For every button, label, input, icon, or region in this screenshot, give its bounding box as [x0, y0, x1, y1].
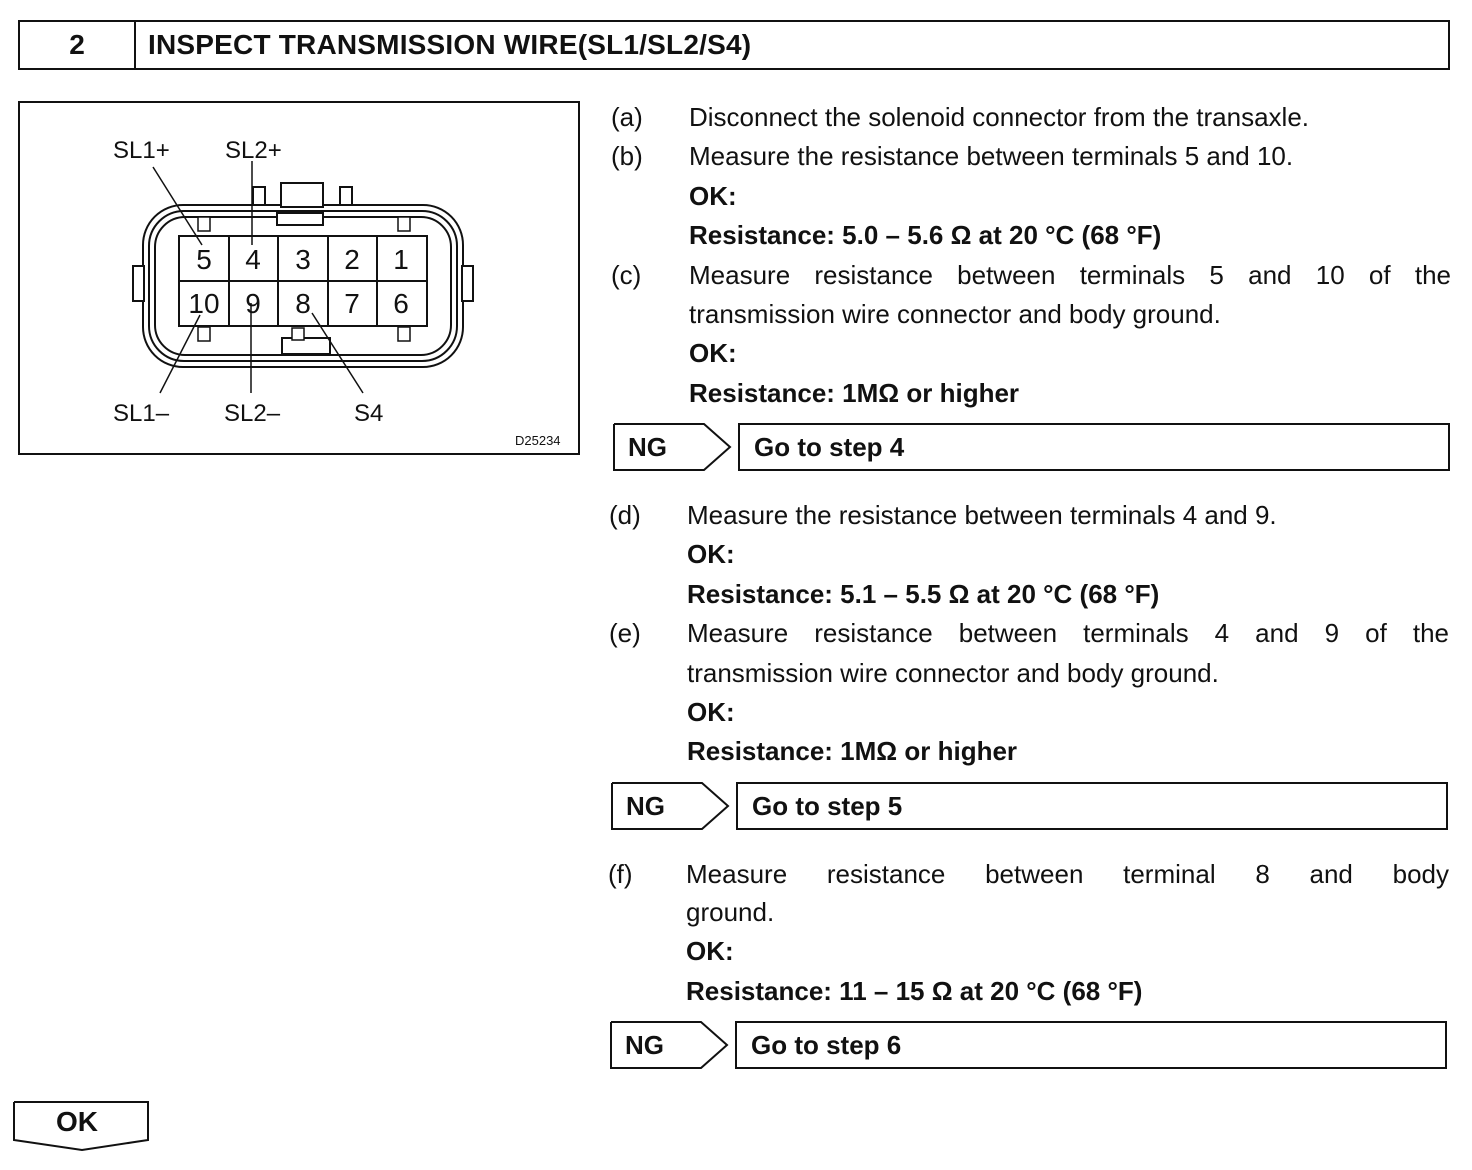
step-b-text: Measure the resistance between terminals 5 and 10. — [689, 141, 1294, 171]
rib-bottom-left — [198, 327, 210, 341]
step-d-ok: OK: — [687, 539, 735, 569]
label-sl2-minus: SL2– — [224, 400, 281, 427]
ng-row-1 — [612, 422, 1452, 472]
rib-bottom-right — [398, 327, 410, 341]
label-sl2-plus: SL2+ — [225, 137, 282, 164]
latch-center — [281, 183, 323, 207]
terminal-8: 8 — [295, 288, 311, 319]
ng-dest-3: Go to step 6 — [735, 1021, 1447, 1069]
step-e-ok: OK: — [687, 697, 735, 727]
step-b-spec: Resistance: 5.0 – 5.6 Ω at 20 °C (68 °F) — [689, 220, 1162, 250]
step-c-label: (c) — [611, 260, 642, 290]
step-f-spec: Resistance: 11 – 15 Ω at 20 °C (68 °F) — [686, 976, 1143, 1006]
step-e-text-1: Measure resistance between terminals 4 and 9 of the — [687, 618, 1449, 648]
step-e-text-2: transmission wire connector and body ground. — [687, 658, 1219, 688]
step-b-label: (b) — [611, 141, 643, 171]
key-top — [277, 213, 323, 225]
side-tab-right — [462, 266, 473, 301]
terminal-9: 9 — [245, 288, 261, 319]
terminal-3: 3 — [295, 244, 311, 275]
key-bottom — [282, 338, 330, 354]
ok-label: OK — [56, 1106, 98, 1137]
rib-top-left — [198, 217, 210, 231]
label-sl1-minus: SL1– — [113, 400, 170, 427]
rib-top-right — [398, 217, 410, 231]
step-number: 2 — [20, 22, 136, 68]
step-c-text-1: Measure resistance between terminals 5 and 10 of the — [689, 260, 1451, 290]
step-a-text: Disconnect the solenoid connector from the transaxle. — [689, 102, 1310, 132]
step-d-label: (d) — [609, 500, 641, 530]
step-c-ok: OK: — [689, 338, 737, 368]
ng-dest-2: Go to step 5 — [736, 782, 1448, 830]
step-f-label: (f) — [608, 859, 633, 889]
step-d-spec: Resistance: 5.1 – 5.5 Ω at 20 °C (68 °F) — [687, 579, 1160, 609]
figure-code: D25234 — [515, 433, 561, 448]
label-s4: S4 — [354, 400, 384, 427]
ok-result-tab — [12, 1100, 152, 1152]
ng-label-3: NG — [625, 1030, 664, 1060]
connector-diagram — [20, 103, 578, 453]
step-f-text-2: ground. — [686, 897, 775, 927]
latch-post-right — [340, 187, 352, 205]
connector-figure — [18, 101, 580, 455]
terminal-6: 6 — [393, 288, 409, 319]
step-e-label: (e) — [609, 618, 641, 648]
step-e-spec: Resistance: 1MΩ or higher — [687, 736, 1018, 766]
ng-dest-1: Go to step 4 — [738, 423, 1450, 471]
label-sl1-plus: SL1+ — [113, 137, 170, 164]
step-a-label: (a) — [611, 102, 643, 132]
terminal-7: 7 — [344, 288, 360, 319]
step-d-text: Measure the resistance between terminals 4 and 9. — [687, 500, 1277, 530]
side-tab-left — [133, 266, 144, 301]
terminal-5: 5 — [196, 244, 212, 275]
key-bottom-nub — [292, 328, 304, 340]
step-title: INSPECT TRANSMISSION WIRE(SL1/SL2/S4) — [148, 29, 752, 60]
step-c-text-2: transmission wire connector and body ground. — [689, 299, 1221, 329]
terminal-2: 2 — [344, 244, 360, 275]
step-c-spec: Resistance: 1MΩ or higher — [689, 378, 1020, 408]
ng-label-1: NG — [628, 432, 667, 462]
step-f-ok: OK: — [686, 936, 734, 966]
terminal-4: 4 — [245, 244, 261, 275]
terminal-1: 1 — [393, 244, 409, 275]
step-b-ok: OK: — [689, 181, 737, 211]
step-f-text-1: Measure resistance between terminal 8 and body — [686, 859, 1449, 889]
step-header — [18, 20, 1450, 70]
ng-row-2 — [610, 781, 1450, 831]
ng-row-3 — [609, 1020, 1449, 1070]
ng-label-2: NG — [626, 791, 665, 821]
latch-post-left — [253, 187, 265, 205]
terminal-10: 10 — [188, 288, 220, 319]
